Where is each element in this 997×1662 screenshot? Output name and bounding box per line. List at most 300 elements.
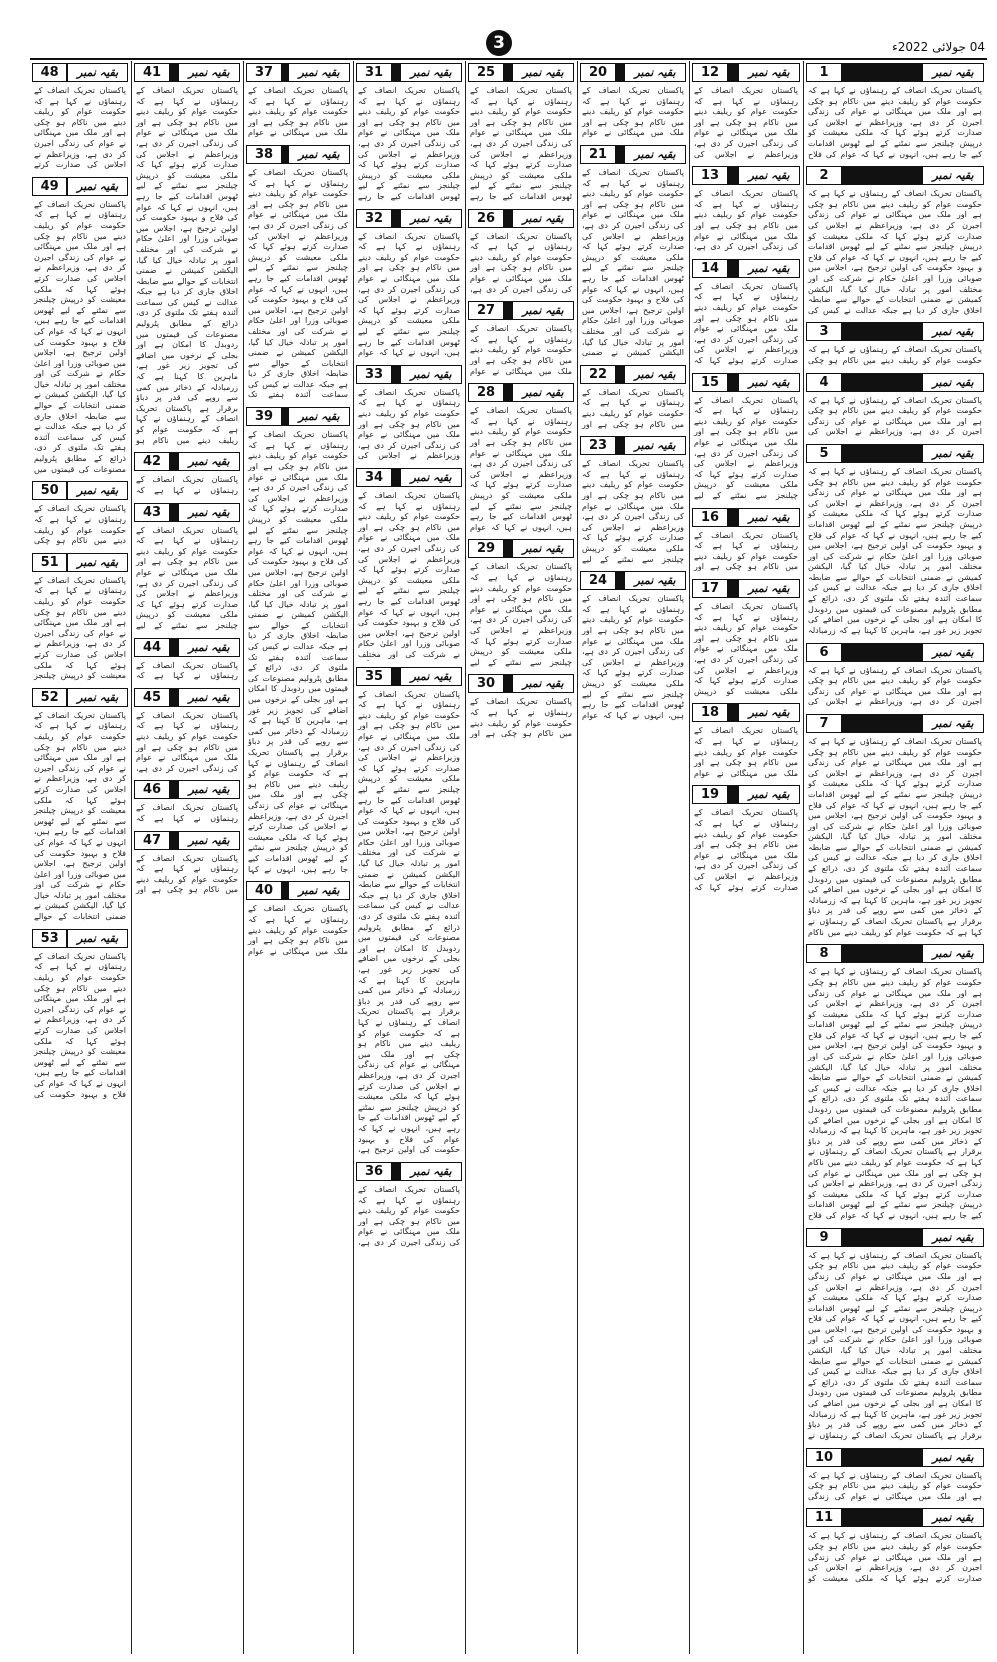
continuation-item: [690, 508, 802, 573]
continuation-item: [354, 209, 464, 359]
continuation-label: بقیہ نمبر: [400, 469, 461, 486]
header-black-bar: [728, 64, 738, 81]
continuation-text: پاکستان تحریک انصاف کے رہنماؤں نے کہا ہے کہ حکومت عوام کو ریلیف دینے میں ناکام ہو چکی ہے اور: [470, 697, 572, 739]
continuation-label: بقیہ نمبر: [738, 704, 799, 721]
continuation-number: 41: [135, 64, 170, 81]
continuation-number: 38: [247, 146, 282, 163]
header-black-bar: [504, 675, 512, 692]
continuation-header: [806, 1448, 984, 1467]
continuation-item: [30, 63, 130, 171]
continuation-label: بقیہ نمبر: [288, 882, 349, 899]
header-black-bar: [170, 832, 178, 849]
continuation-header: [580, 571, 686, 590]
continuation-label: بقیہ نمبر: [67, 482, 127, 499]
continuation-text: پاکستان تحریک انصاف کے رہنماؤں نے کہا ہے کہ حکومت عوام کو ریلیف دینے میں ناکام ہو چکی ہے اور ملک میں مہنگائی نے عوام کی زندگی اجیرن کر دی ہے، وزیراعظم نے اجلاس کی صدارت کرتے ہوئے کہا کہ ملکی معیشت کو درپیش چیلنجز سے نمٹنے کے لیے ٹھوس اقدامات کیے جا رہے ہیں، انہوں نے کہا کہ عوام کی فلاح و بہبود حکومت کی: [34, 951, 126, 1099]
continuation-item: [578, 145, 688, 359]
column-6: [244, 61, 352, 1654]
continuation-item: [354, 667, 464, 1156]
header-black-bar: [616, 146, 624, 163]
continuation-number: 2: [807, 167, 842, 184]
continuation-item: [804, 63, 986, 160]
continuation-number: 19: [693, 786, 728, 803]
continuation-item: [30, 688, 130, 923]
continuation-header: [32, 553, 128, 572]
continuation-text: پاکستان تحریک انصاف کے رہنماؤں نے کہا ہے کہ حکومت عوام کو ریلیف دینے میں ناکام ہو چکی ہے اور: [694, 530, 798, 572]
continuation-label: بقیہ نمبر: [178, 504, 239, 521]
continuation-item: [578, 571, 688, 721]
continuation-number: 51: [33, 554, 67, 571]
continuation-number: 13: [693, 167, 728, 184]
continuation-label: بقیہ نمبر: [178, 64, 239, 81]
continuation-item: [466, 539, 576, 668]
continuation-header: [806, 714, 984, 733]
continuation-text: پاکستان تحریک انصاف کے رہنماؤں نے کہا ہے کہ حکومت عوام کو ریلیف دینے میں ناکام ہو چکی ہے اور ملک میں مہنگائی نے عوام: [470, 324, 572, 376]
continuation-header: [806, 1228, 984, 1247]
continuation-header: [580, 365, 686, 384]
page-number: 3: [486, 30, 512, 56]
continuation-item: [30, 553, 130, 682]
continuation-number: 31: [357, 64, 392, 81]
header-black-bar: [504, 384, 512, 401]
continuation-item: [132, 638, 242, 682]
continuation-label: بقیہ نمبر: [922, 715, 983, 732]
continuation-label: بقیہ نمبر: [624, 64, 685, 81]
header-black-bar: [728, 374, 738, 391]
continuation-label: بقیہ نمبر: [178, 781, 239, 798]
continuation-label: بقیہ نمبر: [624, 437, 685, 454]
continuation-number: 25: [469, 64, 504, 81]
header-black-bar: [842, 167, 922, 184]
continuation-label: بقیہ نمبر: [67, 64, 127, 81]
header-black-bar: [504, 64, 512, 81]
continuation-text: پاکستان تحریک انصاف کے رہنماؤں نے کہا ہے کہ حکومت عوام کو ریلیف دینے میں ناکام ہو چکی ہے اور ملک میں مہنگائی نے عوام: [694, 726, 798, 778]
continuation-item: [244, 63, 352, 139]
header-black-bar: [728, 580, 738, 597]
continuation-header: [806, 322, 984, 341]
continuation-header: [356, 209, 462, 228]
continuation-label: بقیہ نمبر: [512, 384, 573, 401]
continuation-label: بقیہ نمبر: [512, 302, 573, 319]
continuation-label: بقیہ نمبر: [738, 64, 799, 81]
header-black-bar: [842, 64, 922, 81]
continuation-number: 45: [135, 689, 170, 706]
continuation-item: [804, 322, 986, 366]
continuation-label: بقیہ نمبر: [178, 832, 239, 849]
continuation-number: 7: [807, 715, 842, 732]
continuation-text: پاکستان تحریک انصاف کے رہنماؤں نے کہا ہے کہ حکومت عوام کو ریلیف دینے میں ناکام ہو چکی: [34, 504, 126, 546]
continuation-text: پاکستان تحریک انصاف کے رہنماؤں نے کہا ہے کہ حکومت عوام کو ریلیف دینے میں ناکام ہو چکی ہے اور ملک میں مہنگائی نے عوام کی زندگی اجیرن کر دی ہے، وزیراعظم نے اجلاس کی صدارت کرتے ہوئے کہا کہ ملکی معیشت کو درپیش چیلنجز سے نمٹنے کے لیے: [470, 562, 572, 667]
continuation-header: [134, 63, 240, 82]
continuation-number: 37: [247, 64, 282, 81]
continuation-label: بقیہ نمبر: [922, 167, 983, 184]
continuation-label: بقیہ نمبر: [624, 572, 685, 589]
header-black-bar: [170, 689, 178, 706]
continuation-number: 1: [807, 64, 842, 81]
continuation-header: [806, 1508, 984, 1527]
continuation-header: [468, 301, 574, 320]
header-black-bar: [842, 1509, 922, 1526]
continuation-item: [578, 436, 688, 565]
continuation-label: بقیہ نمبر: [400, 64, 461, 81]
continuation-number: 6: [807, 644, 842, 661]
continuation-label: بقیہ نمبر: [288, 64, 349, 81]
continuation-item: [354, 365, 464, 462]
continuation-text: پاکستان تحریک انصاف کے رہنماؤں نے کہا ہے کہ حکومت عوام کو ریلیف دینے میں ناکام ہو چکی ہے اور ملک میں مہنگائی نے عوام کی زندگی اجیرن کر دی ہے، وزیراعظم نے اجلاس کی صدارت کرتے ہوئے کہا کہ ملکی معیشت کو درپیش چیلنجز سے نمٹنے کے لیے ٹھوس اقدامات کیے جا رہے ہیں، انہوں نے کہا کہ عوام: [358, 231, 460, 358]
continuation-label: بقیہ نمبر: [922, 1229, 983, 1246]
continuation-label: بقیہ نمبر: [178, 689, 239, 706]
continuation-number: 33: [357, 366, 392, 383]
continuation-text: پاکستان تحریک انصاف کے رہنماؤں نے کہا ہے کہ حکومت عوام کو ریلیف دینے میں ناکام ہو چکی ہے اور ملک میں مہنگائی نے عوام: [582, 86, 684, 138]
continuation-item: [244, 881, 352, 957]
continuation-number: 47: [135, 832, 170, 849]
continuation-item: [132, 452, 242, 496]
continuation-header: [806, 643, 984, 662]
continuation-header: [356, 468, 462, 487]
continuation-number: 30: [469, 675, 504, 692]
header-black-bar: [392, 668, 400, 685]
continuation-text: پاکستان تحریک انصاف کے رہنماؤں نے کہا ہے کہ حکومت عوام کو ریلیف دینے میں ناکام ہو چکی ہے اور ملک میں مہنگائی نے عوام کی زندگی اجیرن کر دی ہے، وزیراعظم نے اجلاس کی صدارت کرتے ہوئے کہا کہ ملکی معیشت کو درپیش چیلنجز سے نمٹنے کے لیے ٹھوس اقدامات کیے جا رہے ہیں، انہوں نے کہا کہ عوام: [582, 594, 684, 720]
continuation-number: 3: [807, 323, 842, 340]
continuation-number: 26: [469, 210, 504, 227]
continuation-number: 24: [581, 572, 616, 589]
header-black-bar: [842, 323, 922, 340]
continuation-item: [466, 63, 576, 203]
continuation-number: 36: [357, 1163, 392, 1180]
header-black-bar: [392, 64, 400, 81]
header-black-bar: [170, 639, 178, 656]
continuation-header: [468, 674, 574, 693]
continuation-label: بقیہ نمبر: [178, 453, 239, 470]
continuation-header: [806, 166, 984, 185]
continuation-text: پاکستان تحریک انصاف کے رہنماؤں نے کہا ہے کہ حکومت عوام کو ریلیف دینے میں ناکام ہو چکی ہے اور ملک میں مہنگائی نے عوام کی زندگی اجیرن کر دی ہے، وزیراعظم نے اجلاس کی صدارت کرتے ہوئے کہا کہ ملکی معیشت کو درپیش چیلنجز سے نمٹنے کے لیے ٹھوس اقدامات کیے جا رہے ہیں، انہوں نے کہا کہ عوام کی فلاح و بہبود حکومت کی اولین ترجیح ہے، اجلاس میں صوبائی وزرا اور اعلیٰ حکام نے شرکت کی اور مختلف امور پر تبادلہ خیال کیا گیا، الیکشن کمیشن نے ضمنی انتخابات کے حوالے سے ضابطہ اخلاق جاری کر دیا ہے جبکہ عدالت نے کیس کی سماعت آئندہ ہفتے تک ملتوی کر دی، ذرائع کے مطابق پٹرولیم مصنوعات کی قیمتوں میں: [34, 199, 126, 474]
continuation-label: بقیہ نمبر: [67, 930, 127, 947]
continuation-header: [692, 259, 800, 278]
continuation-text: پاکستان تحریک انصاف کے رہنماؤں نے کہا ہے کہ حکومت عوام کو ریلیف دینے میں ناکام ہو چکی ہے اور ملک میں مہنگائی نے عوام کی زندگی اجیرن کر دی ہے، وزیراعظم نے اجلاس کی صدارت کرتے ہوئے کہا کہ ملکی معیشت کو درپیش چیلنجز سے نمٹنے کے لیے: [582, 459, 684, 564]
continuation-text: پاکستان تحریک انصاف کے رہنماؤں نے کہا ہے کہ حکومت عوام کو ریلیف دینے میں ناکام ہو چکی ہے اور ملک میں مہنگائی نے عوام کی زندگی اجیرن کر دی ہے،: [358, 1184, 460, 1247]
continuation-item: [804, 1448, 986, 1503]
continuation-number: 53: [33, 930, 67, 947]
continuation-text: پاکستان تحریک انصاف کے رہنماؤں نے کہا ہے کہ حکومت عوام کو ریلیف دینے میں ناکام ہو چکی ہے اور ملک میں مہنگائی نے عوام کی زندگی اجیرن کر دی ہے، وزیراعظم نے اجلاس کی صدارت کرتے ہوئے کہا کہ ملکی معیشت کو: [808, 1531, 982, 1583]
continuation-number: 17: [693, 580, 728, 597]
continuation-item: [804, 643, 986, 708]
continuation-header: [246, 63, 350, 82]
continuation-label: بقیہ نمبر: [178, 639, 239, 656]
header-black-bar: [728, 786, 738, 803]
continuation-label: بقیہ نمبر: [512, 675, 573, 692]
continuation-text: پاکستان تحریک انصاف کے رہنماؤں نے کہا ہے کہ حکومت عوام کو ریلیف دینے میں ناکام ہو چکی ہے اور ملک میں مہنگائی نے عوام کی زندگی: [808, 1470, 982, 1501]
continuation-item: [690, 785, 802, 893]
continuation-label: بقیہ نمبر: [624, 146, 685, 163]
header-black-bar: [504, 540, 512, 557]
continuation-text: پاکستان تحریک انصاف کے رہنماؤں نے کہا ہے کہ حکومت عوام کو ریلیف دینے میں ناکام ہو چکی ہے اور: [582, 387, 684, 429]
continuation-text: پاکستان تحریک انصاف کے رہنماؤں نے کہا ہے کہ حکومت عوام کو ریلیف دینے میں ناکام ہو چکی ہے اور ملک میں مہنگائی نے عوام کی زندگی اجیرن کر دی ہے، وزیراعظم نے اجلاس کی صدارت کرتے ہوئے کہا کہ ملکی معیشت کو درپیش چیلنجز سے نمٹنے کے لیے ٹھوس اقدامات کیے جا رہے ہیں، انہوں نے کہا کہ عوام کی فلاح و بہبود حکومت کی اولین ترجیح ہے، اجلاس میں صوبائی وزرا اور اعلیٰ حکام نے شرکت کی اور مختلف امور پر تبادلہ خیال کیا گیا، الیکشن کمیشن نے ضمنی انتخابات کے حوالے سے ضابطہ اخلاق جاری کر دیا ہے جبکہ عدالت نے کیس کی سماعت آئندہ ہفتے تک ملتوی کر دی، ذرائع کے مطابق پٹرولیم مصنوعات کی قیمتوں میں ردوبدل کا امکان ہے اور بجلی کے نرخوں میں اضافے کی تجویز زیر غور ہے، ماہرین کا کہنا ہے کہ زرمبادلہ کے ذخائر میں کمی سے روپے کی قدر پر دباؤ برقرار ہے پاکستان تحریک انصاف کے رہنماؤں نے کہا ہے کہ حکومت عوام کو ریلیف دینے میں ناکام: [808, 736, 982, 937]
continuation-item: [804, 166, 986, 316]
continuation-header: [692, 703, 800, 722]
continuation-label: بقیہ نمبر: [624, 366, 685, 383]
header-black-bar: [728, 704, 738, 721]
continuation-text: پاکستان تحریک انصاف کے رہنماؤں نے کہا ہے کہ حکومت عوام کو ریلیف دینے میں ناکام ہو چکی ہے اور ملک میں مہنگائی نے عوام کی زندگی اجیرن کر دی ہے، وزیراعظم نے اجلاس کی صدارت کرتے ہوئے کہا کہ: [694, 281, 798, 365]
continuation-item: [690, 259, 802, 367]
continuation-text: پاکستان تحریک انصاف کے رہنماؤں نے کہا ہے کہ حکومت عوام کو ریلیف دینے میں ناکام ہو چکی ہے اور ملک میں مہنگائی نے عوام کی زندگی اجیرن کر دی ہے، وزیراعظم نے اجلاس کی صدارت کرتے ہوئے کہا کہ ملکی معیشت کو درپیش چیلنجز سے نمٹنے کے لیے: [136, 525, 238, 630]
continuation-item: [132, 688, 242, 775]
continuation-header: [134, 503, 240, 522]
continuation-item: [466, 674, 576, 739]
continuation-number: 35: [357, 668, 392, 685]
continuation-number: 27: [469, 302, 504, 319]
continuation-header: [468, 63, 574, 82]
continuation-text: پاکستان تحریک انصاف کے رہنماؤں نے کہا ہے کہ حکومت عوام کو ریلیف دینے میں ناکام ہو چکی ہے اور ملک میں مہنگائی نے عوام کی زندگی اجیرن کر دی ہے، وزیراعظم نے اجلاس کی صدارت کرتے ہوئے کہا کہ ملکی معیشت کو درپیش: [694, 601, 798, 696]
continuation-text: پاکستان تحریک انصاف کے رہنماؤں نے کہا ہے کہ حکومت عوام کو ریلیف دینے میں ناکام ہو چکی ہے اور ملک میں مہنگائی نے عوام کی زندگی اجیرن کر دی ہے، وزیراعظم نے اجلاس کی: [808, 395, 982, 437]
continuation-text: پاکستان تحریک انصاف کے رہنماؤں نے کہا ہے کہ حکومت عوام کو ریلیف دینے میں ناکام ہو چکی ہے اور ملک میں مہنگائی نے عوام کی زندگی اجیرن کر دی ہے،: [694, 189, 798, 252]
continuation-header: [692, 579, 800, 598]
continuation-number: 11: [807, 1509, 842, 1526]
continuation-header: [246, 407, 350, 426]
continuation-text: پاکستان تحریک انصاف کے رہنماؤں نے کہا ہے کہ حکومت عوام کو ریلیف دینے میں ناکام ہو چکی ہے اور ملک میں مہنگائی نے عوام کی زندگی اجیرن کر دی ہے،: [470, 231, 572, 294]
continuation-text: پاکستان تحریک انصاف کے رہنماؤں نے کہا ہے کہ حکومت عوام کو ریلیف دینے میں ناکام ہو چکی ہے اور ملک میں مہنگائی نے عوام کی زندگی اجیرن کر دی ہے، وزیراعظم نے اجلاس کی صدارت کرتے ہوئے کہا کہ ملکی معیشت کو درپیش چیلنجز سے نمٹنے کے لیے ٹھوس اقدامات کیے جا رہے ہیں، انہوں نے کہا کہ عوام: [470, 406, 572, 532]
continuation-number: 46: [135, 781, 170, 798]
continuation-text: پاکستان تحریک انصاف کے رہنماؤں نے کہا ہے کہ حکومت عوام کو ریلیف دینے میں ناکام ہو چکی ہے اور ملک میں مہنگائی نے عوام کی زندگی اجیرن کر دی ہے، وزیراعظم نے اجلاس کی صدارت کرتے ہوئے کہا کہ ملکی معیشت کو درپیش چیلنجز سے نمٹنے کے لیے ٹھوس اقدامات کیے جا رہے ہیں، انہوں نے کہا کہ عوام کی فلاح و بہبود حکومت کی اولین ترجیح ہے، اجلاس میں صوبائی وزرا اور اعلیٰ حکام نے شرکت کی اور مختلف امور پر تبادلہ خیال کیا گیا، الیکشن کمیشن نے ضمنی انتخابات کے حوالے: [34, 710, 126, 922]
continuation-label: بقیہ نمبر: [738, 509, 799, 526]
continuation-label: بقیہ نمبر: [67, 689, 127, 706]
continuation-header: [134, 780, 240, 799]
continuation-item: [690, 579, 802, 697]
continuation-number: 16: [693, 509, 728, 526]
continuation-item: [690, 63, 802, 160]
header-black-bar: [842, 1449, 922, 1466]
continuation-header: [134, 831, 240, 850]
continuation-item: [690, 703, 802, 779]
continuation-item: [354, 468, 464, 661]
continuation-label: بقیہ نمبر: [512, 210, 573, 227]
column-8: [30, 61, 130, 1654]
continuation-text: پاکستان تحریک انصاف کے رہنماؤں نے کہا ہے کہ حکومت عوام کو ریلیف دینے میں ناکام ہو چکی ہے اور ملک میں مہنگائی نے عوام کی زندگی اجیرن کر دی ہے، وزیراعظم نے اجلاس کی: [694, 86, 798, 159]
header-rule: [30, 58, 987, 60]
continuation-number: 10: [807, 1449, 842, 1466]
header-black-bar: [170, 504, 178, 521]
continuation-text: پاکستان تحریک انصاف کے رہنماؤں نے کہا ہے کہ حکومت عوام کو ریلیف دینے میں ناکام ہو چکی ہے اور ملک میں مہنگائی نے عوام کی زندگی اجیرن کر دی ہے، وزیراعظم نے اجلاس کی صدارت کرتے ہوئے کہا کہ ملکی معیشت کو درپیش چیلنجز سے نمٹنے کے لیے ٹھوس اقدامات کیے جا رہے ہیں، انہوں نے کہا کہ عوام کی فلاح و بہبود حکومت کی اولین ترجیح ہے، اجلاس میں صوبائی وزرا اور اعلیٰ حکام نے شرکت کی اور مختلف امور پر تبادلہ خیال کیا گیا، الیکشن کمیشن نے ضمنی انتخابات کے حوالے سے ضابطہ اخلاق جاری کر دیا ہے جبکہ عدالت نے کیس کی سماعت آئندہ ہفتے تک ملتوی کر دی، ذرائع کے مطابق پٹرولیم مصنوعات کی قیمتوں میں ردوبدل کا امکان ہے اور بجلی کے نرخوں میں اضافے کی تجویز زیر غور ہے، ماہرین کا کہنا ہے کہ زرمبادلہ کے ذخائر میں کمی سے روپے کی قدر پر دباؤ برقرار ہے پاکستان تحریک انصاف کے رہنماؤں نے کہا ہے کہ حکومت عوام کو ریلیف دینے میں ناکام ہو چکی ہے اور ملک میں مہنگائی نے عوام کی زندگی اجیرن کر دی ہے، وزیراعظم نے اجلاس کی صدارت کرتے ہوئے کہا کہ ملکی معیشت کو درپیش چیلنجز سے نمٹنے کے لیے ٹھوس اقدامات کیے جا رہے ہیں، انہوں نے کہا کہ عوام کی فلاح: [808, 967, 982, 1220]
continuation-label: بقیہ نمبر: [400, 1163, 461, 1180]
continuation-item: [466, 209, 576, 296]
continuation-text: پاکستان تحریک انصاف کے رہنماؤں نے کہا ہے کہ حکومت عوام کو ریلیف دینے میں ناکام ہو چکی ہے اور ملک میں مہنگائی نے عوام کی زندگی اجیرن کر دی ہے،: [136, 710, 238, 773]
header-black-bar: [392, 366, 400, 383]
header-black-bar: [392, 210, 400, 227]
continuation-item: [354, 63, 464, 203]
continuation-text: پاکستان تحریک انصاف کے رہنماؤں نے کہا ہے کہ حکومت عوام کو ریلیف دینے میں ناکام ہو چکی ہے اور ملک میں مہنگائی نے عوام کی زندگی اجیرن کر دی ہے، وزیراعظم نے اجلاس کی صدارت کرتے ہوئے کہا کہ ملکی معیشت کو درپیش چیلنجز سے نمٹنے کے لیے ٹھوس اقدامات کیے جا رہے ہیں، انہوں نے کہا کہ عوام کی فلاح و بہبود حکومت کی اولین ترجیح ہے، اجلاس میں صوبائی وزرا اور اعلیٰ حکام نے شرکت کی اور مختلف امور پر تبادلہ خیال کیا گیا، الیکشن کمیشن نے ضمنی انتخابات کے حوالے سے ضابطہ اخلاق جاری کر دیا ہے جبکہ عدالت نے کیس کی سماعت آئندہ ہفتے تک ملتوی کر دی، ذرائع کے مطابق پٹرولیم مصنوعات کی قیمتوں میں ردوبدل کا امکان ہے اور بجلی کے نرخوں میں اضافے کی تجویز زیر غور ہے، ماہرین کا کہنا ہے کہ زرمبادلہ: [808, 466, 982, 635]
continuation-header: [32, 481, 128, 500]
continuation-label: بقیہ نمبر: [400, 668, 461, 685]
continuation-item: [804, 373, 986, 438]
continuation-text: پاکستان تحریک انصاف کے رہنماؤں نے کہا ہے کہ حکومت عوام کو ریلیف دینے میں ناکام ہو چکی ہے اور ملک میں مہنگائی نے عوام کی زندگی اجیرن کر دی ہے، وزیراعظم نے اجلاس کی صدارت کرتے ہوئے کہا کہ ملکی معیشت کو درپیش چیلنجز سے نمٹنے کے لیے ٹھوس اقدامات کیے جا رہے ہیں، انہوں نے کہا کہ عوام کی فلاح: [808, 86, 982, 159]
continuation-label: بقیہ نمبر: [922, 323, 983, 340]
continuation-number: 21: [581, 146, 616, 163]
continuation-item: [690, 373, 802, 502]
continuation-header: [32, 177, 128, 196]
continuation-header: [32, 688, 128, 707]
continuation-header: [32, 63, 128, 82]
continuation-number: 43: [135, 504, 170, 521]
continuation-number: 14: [693, 260, 728, 277]
continuation-number: 9: [807, 1229, 842, 1246]
continuation-header: [806, 373, 984, 392]
continuation-item: [466, 301, 576, 377]
continuation-item: [244, 407, 352, 875]
continuation-label: بقیہ نمبر: [738, 786, 799, 803]
header-black-bar: [842, 644, 922, 661]
continuation-header: [692, 63, 800, 82]
continuation-text: پاکستان تحریک انصاف کے رہنماؤں نے کہا ہے کہ حکومت عوام کو ریلیف دینے میں ناکام ہو چکی ہے اور ملک میں مہنگائی نے عوام کی زندگی اجیرن کر دی ہے، وزیراعظم نے اجلاس کی صدارت کرتے ہوئے کہا کہ ملکی معیشت کو درپیش چیلنجز سے نمٹنے کے لیے ٹھوس اقدامات کیے جا رہے ہیں، انہوں نے کہا کہ عوام کی فلاح و بہبود حکومت کی اولین ترجیح ہے، اجلاس میں صوبائی وزرا اور اعلیٰ حکام نے شرکت کی اور مختلف امور پر تبادلہ خیال کیا گیا، الیکشن کمیشن نے ضمنی انتخابات کے حوالے سے ضابطہ اخلاق جاری کر دیا ہے جبکہ عدالت نے کیس کی سماعت آئندہ ہفتے تک ملتوی کر دی، ذرائع کے مطابق پٹرولیم مصنوعات کی قیمتوں میں ردوبدل کا امکان ہے اور بجلی کے نرخوں میں اضافے کی تجویز زیر غور ہے، ماہرین کا کہنا ہے کہ زرمبادلہ کے ذخائر میں کمی سے روپے کی قدر پر دباؤ برقرار ہے پاکستان تحریک انصاف کے رہنماؤں نے کہا ہے کہ حکومت عوام کو ریلیف دینے میں ناکام ہو چکی ہے اور ملک میں مہنگائی نے عوام کی زندگی اجیرن کر دی ہے، وزیراعظم نے اجلاس کی صدارت کرتے ہوئے کہا کہ ملکی معیشت کو درپیش چیلنجز سے نمٹنے کے لیے ٹھوس اقدامات کیے جا رہے ہیں، انہوں نے کہا: [248, 430, 348, 874]
continuation-header: [806, 63, 984, 82]
continuation-item: [578, 63, 688, 139]
header-black-bar: [392, 469, 400, 486]
continuation-label: بقیہ نمبر: [400, 366, 461, 383]
continuation-number: 32: [357, 210, 392, 227]
continuation-header: [692, 373, 800, 392]
continuation-text: پاکستان تحریک انصاف کے رہنماؤں نے کہا ہے کہ حکومت عوام کو ریلیف دینے میں ناکام ہو چکی ہے اور ملک میں مہنگائی نے عوام کی زندگی اجیرن کر دی ہے، وزیراعظم نے اجلاس کی صدارت کرتے: [34, 86, 126, 170]
column-divider: [243, 61, 244, 1654]
continuation-number: 22: [581, 366, 616, 383]
continuation-text: پاکستان تحریک انصاف کے رہنماؤں نے کہا ہے کہ حکومت عوام کو ریلیف دینے میں ناکام ہو چکی ہے اور ملک میں مہنگائی نے عوام کی زندگی اجیرن کر دی ہے، وزیراعظم نے اجلاس کی صدارت کرتے ہوئے کہا کہ ملکی معیشت کو درپیش چیلنجز سے نمٹنے کے لیے ٹھوس اقدامات کیے جا رہے ہیں، انہوں نے کہا کہ عوام کی فلاح و بہبود حکومت کی اولین ترجیح ہے، اجلاس میں صوبائی وزرا اور اعلیٰ حکام نے شرکت کی اور مختلف امور پر تبادلہ خیال کیا گیا، الیکشن کمیشن نے ضمنی انتخابات کے حوالے سے ضابطہ اخلاق جاری کر دیا ہے جبکہ عدالت نے کیس کی: [808, 189, 982, 315]
continuation-header: [692, 785, 800, 804]
continuation-text: پاکستان تحریک انصاف کے رہنماؤں نے کہا ہے کہ حکومت عوام کو ریلیف دینے میں ناکام ہو چکی ہے اور ملک میں مہنگائی نے عوام کی زندگی اجیرن کر دی ہے، وزیراعظم نے اجلاس کی صدارت کرتے ہوئے کہا کہ ملکی معیشت کو درپیش چیلنجز سے نمٹنے کے لیے ٹھوس اقدامات کیے جا رہے ہیں، انہوں نے کہا کہ عوام کی فلاح و بہبود حکومت کی اولین ترجیح ہے، اجلاس میں صوبائی وزرا اور اعلیٰ حکام نے شرکت کی اور مختلف امور پر تبادلہ خیال کیا گیا، الیکشن کمیشن نے ضمنی انتخابات کے حوالے سے ضابطہ اخلاق جاری کر دیا ہے جبکہ عدالت نے کیس کی سماعت آئندہ ہفتے تک: [248, 168, 348, 400]
header-black-bar: [170, 453, 178, 470]
continuation-label: بقیہ نمبر: [512, 540, 573, 557]
column-2: [690, 61, 802, 1654]
continuation-header: [468, 539, 574, 558]
continuation-number: 15: [693, 374, 728, 391]
header-black-bar: [728, 260, 738, 277]
continuation-label: بقیہ نمبر: [922, 374, 983, 391]
header-black-bar: [842, 445, 922, 462]
continuation-header: [468, 209, 574, 228]
column-divider: [131, 61, 132, 1654]
header-black-bar: [842, 1229, 922, 1246]
continuation-item: [804, 714, 986, 938]
continuation-header: [246, 881, 350, 900]
continuation-item: [30, 929, 130, 1100]
continuation-item: [804, 1228, 986, 1442]
header-black-bar: [616, 64, 624, 81]
continuation-header: [806, 444, 984, 463]
continuation-label: بقیہ نمبر: [922, 1509, 983, 1526]
column-divider: [353, 61, 354, 1654]
header-black-bar: [616, 572, 624, 589]
continuation-text: پاکستان تحریک انصاف کے رہنماؤں نے کہا ہے کہ حکومت عوام کو ریلیف دینے میں ناکام ہو چکی ہے اور ملک میں مہنگائی نے عوام کی زندگی اجیرن کر دی ہے، وزیراعظم نے اجلاس کی صدارت کرتے ہوئے کہا کہ ملکی معیشت کو درپیش چیلنجز سے نمٹنے کے لیے ٹھوس اقدامات کیے جا رہے ہیں، انہوں نے کہا کہ عوام کی فلاح و بہبود حکومت کی اولین ترجیح ہے، اجلاس میں صوبائی وزرا اور اعلیٰ حکام نے شرکت کی اور مختلف امور پر تبادلہ خیال کیا گیا، الیکشن کمیشن نے ضمنی انتخابات کے حوالے سے ضابطہ اخلاق جاری کر دیا ہے جبکہ عدالت نے کیس کی سماعت آئندہ ہفتے تک ملتوی کر دی، ذرائع کے مطابق پٹرولیم مصنوعات کی قیمتوں میں ردوبدل کا امکان ہے اور بجلی کے نرخوں میں اضافے کی تجویز زیر غور ہے، ماہرین کا کہنا ہے کہ زرمبادلہ کے ذخائر میں کمی سے روپے کی قدر پر دباؤ برقرار ہے پاکستان تحریک انصاف کے رہنماؤں نے کہا ہے کہ حکومت عوام کو ریلیف دینے میں ناکام ہو: [136, 86, 238, 445]
continuation-text: پاکستان تحریک انصاف کے رہنماؤں نے کہا ہے کہ حکومت عوام کو ریلیف دینے میں ناکام ہو چکی ہے اور ملک میں مہنگائی نے عوام کی زندگی اجیرن کر دی ہے، وزیراعظم نے اجلاس کی صدارت کرتے ہوئے کہا کہ ملکی معیشت کو درپیش چیلنجز سے نمٹنے کے لیے ٹھوس اقدامات کیے جا رہے ہیں، انہوں نے کہا کہ عوام کی فلاح و بہبود حکومت کی اولین ترجیح ہے، اجلاس میں صوبائی وزرا اور اعلیٰ حکام نے شرکت کی اور مختلف امور پر تبادلہ خیال کیا گیا، الیکشن کمیشن نے ضمنی انتخابات کے حوالے سے ضابطہ اخلاق جاری کر دیا ہے جبکہ عدالت نے کیس کی سماعت آئندہ ہفتے تک ملتوی کر دی، ذرائع کے مطابق پٹرولیم مصنوعات کی قیمتوں میں ردوبدل کا امکان ہے اور بجلی کے نرخوں میں اضافے کی تجویز زیر غور ہے، ماہرین کا کہنا ہے کہ زرمبادلہ کے ذخائر میں کمی سے روپے کی قدر پر دباؤ برقرار ہے پاکستان تحریک انصاف کے رہنماؤں نے کہا ہے کہ حکومت عوام کو ریلیف دینے میں ناکام ہو چکی ہے اور ملک میں مہنگائی نے عوام کی زندگی اجیرن کر دی ہے، وزیراعظم نے اجلاس کی صدارت کرتے ہوئے کہا کہ ملکی معیشت کو درپیش چیلنجز سے نمٹنے کے لیے ٹھوس اقدامات کیے جا رہے ہیں، انہوں نے کہا کہ عوام کی فلاح و بہبود حکومت کی اولین ترجیح ہے،: [358, 689, 460, 1155]
continuation-header: [356, 1162, 462, 1181]
continuation-label: بقیہ نمبر: [738, 374, 799, 391]
continuation-text: پاکستان تحریک انصاف کے رہنماؤں نے کہا ہے کہ حکومت عوام کو ریلیف دینے میں ناکام ہو چکی ہے اور ملک میں مہنگائی نے عوام کی زندگی اجیرن کر دی ہے، وزیراعظم نے اجلاس کی: [808, 665, 982, 707]
continuation-text: پاکستان تحریک انصاف کے رہنماؤں نے کہا ہے کہ حکومت عوام کو ریلیف دینے میں ناکام ہو چکی ہے اور ملک میں مہنگائی نے عوام کی زندگی اجیرن کر دی ہے، وزیراعظم نے اجلاس کی صدارت کرتے ہوئے کہا کہ ملکی معیشت کو درپیش چیلنجز: [34, 575, 126, 681]
header-black-bar: [842, 374, 922, 391]
header-black-bar: [504, 210, 512, 227]
continuation-text: پاکستان تحریک انصاف کے رہنماؤں نے کہا ہے کہ حکومت عوام کو ریلیف دینے میں ناکام ہو چکی ہے اور ملک میں مہنگائی نے عوام کی زندگی اجیرن کر دی ہے، وزیراعظم نے اجلاس کی صدارت کرتے ہوئے کہا کہ ملکی معیشت کو درپیش چیلنجز سے نمٹنے کے لیے ٹھوس اقدامات کیے جا رہے: [358, 86, 460, 201]
continuation-text: پاکستان تحریک انصاف کے رہنماؤں نے کہا ہے کہ: [136, 803, 238, 823]
column-7: [132, 61, 242, 1654]
continuation-header: [134, 688, 240, 707]
column-1: [804, 61, 986, 1654]
continuation-label: بقیہ نمبر: [738, 167, 799, 184]
continuation-number: 29: [469, 540, 504, 557]
continuation-item: [244, 145, 352, 401]
continuation-label: بقیہ نمبر: [922, 445, 983, 462]
column-4: [466, 61, 576, 1654]
header-black-bar: [842, 715, 922, 732]
continuation-label: بقیہ نمبر: [288, 146, 349, 163]
continuation-text: پاکستان تحریک انصاف کے رہنماؤں نے کہا ہے کہ حکومت عوام کو ریلیف دینے میں ناکام ہو چکی ہے اور ملک میں مہنگائی نے عوام کی زندگی اجیرن کر دی ہے، وزیراعظم نے اجلاس کی صدارت کرتے ہوئے کہا کہ ملکی معیشت کو درپیش چیلنجز سے نمٹنے کے لیے ٹھوس اقدامات کیے جا رہے ہیں، انہوں نے کہا کہ عوام کی فلاح و بہبود حکومت کی اولین ترجیح ہے، اجلاس میں صوبائی وزرا اور اعلیٰ حکام نے شرکت کی اور مختلف امور پر تبادلہ خیال کیا گیا، الیکشن کمیشن نے ضمنی: [582, 168, 684, 358]
continuation-header: [246, 145, 350, 164]
continuation-number: 40: [247, 882, 282, 899]
continuation-header: [580, 436, 686, 455]
continuation-text: پاکستان تحریک انصاف کے رہنماؤں نے کہا ہے کہ حکومت عوام کو ریلیف دینے میں ناکام ہو چکی ہے اور ملک میں مہنگائی نے عوام کی زندگی اجیرن کر دی ہے، وزیراعظم نے اجلاس کی صدارت کرتے ہوئے کہا کہ ملکی معیشت کو درپیش چیلنجز سے نمٹنے کے لیے ٹھوس اقدامات کیے جا رہے ہیں، انہوں نے کہا کہ عوام کی فلاح و بہبود حکومت کی اولین ترجیح ہے، اجلاس میں صوبائی وزرا اور اعلیٰ حکام نے شرکت کی اور مختلف امور پر تبادلہ خیال کیا گیا، الیکشن کمیشن نے ضمنی انتخابات کے حوالے سے ضابطہ اخلاق جاری کر دیا ہے جبکہ عدالت نے کیس کی سماعت آئندہ ہفتے تک ملتوی کر دی، ذرائع کے مطابق پٹرولیم مصنوعات کی قیمتوں میں ردوبدل کا امکان ہے اور بجلی کے نرخوں میں اضافے کی تجویز زیر غور ہے، ماہرین کا کہنا ہے کہ زرمبادلہ کے ذخائر میں کمی سے روپے کی قدر پر دباؤ برقرار ہے پاکستان تحریک انصاف کے رہنماؤں نے: [808, 1250, 982, 1440]
continuation-item: [354, 1162, 464, 1249]
continuation-number: 28: [469, 384, 504, 401]
continuation-item: [804, 944, 986, 1221]
continuation-number: 52: [33, 689, 67, 706]
continuation-item: [132, 63, 242, 446]
continuation-item: [578, 365, 688, 430]
continuation-header: [356, 667, 462, 686]
continuation-label: بقیہ نمبر: [67, 178, 127, 195]
continuation-item: [30, 177, 130, 476]
column-divider: [689, 61, 690, 1654]
continuation-label: بقیہ نمبر: [67, 554, 127, 571]
header-black-bar: [616, 366, 624, 383]
header-black-bar: [504, 302, 512, 319]
continuation-item: [132, 780, 242, 824]
header-black-bar: [842, 945, 922, 962]
continuation-number: 49: [33, 178, 67, 195]
continuation-item: [132, 831, 242, 896]
continuation-number: 48: [33, 64, 67, 81]
continuation-label: بقیہ نمبر: [922, 644, 983, 661]
column-5: [354, 61, 464, 1654]
continuation-number: 4: [807, 374, 842, 391]
continuation-text: پاکستان تحریک انصاف کے رہنماؤں نے کہا ہے کہ: [136, 660, 238, 681]
continuation-number: 23: [581, 437, 616, 454]
continuation-number: 39: [247, 408, 282, 425]
continuation-header: [806, 944, 984, 963]
page-date: 04 جولائی 2022ء: [892, 40, 985, 54]
continuation-text: پاکستان تحریک انصاف کے رہنماؤں نے کہا ہے کہ حکومت عوام کو ریلیف دینے میں ناکام ہو چکی ہے اور ملک میں مہنگائی نے عوام کی زندگی اجیرن کر دی ہے، وزیراعظم نے اجلاس کی صدارت کرتے ہوئے کہا کہ ملکی معیشت کو درپیش چیلنجز سے نمٹنے کے لیے ٹھوس اقدامات کیے جا رہے: [470, 86, 572, 201]
continuation-text: پاکستان تحریک انصاف کے رہنماؤں نے کہا ہے کہ حکومت عوام کو ریلیف دینے میں ناکام ہو چکی ہے اور ملک میں مہنگائی نے عوام کی زندگی اجیرن کر دی ہے، وزیراعظم نے اجلاس کی: [358, 387, 460, 461]
continuation-item: [804, 1508, 986, 1584]
continuation-header: [32, 929, 128, 948]
continuation-label: بقیہ نمبر: [288, 408, 349, 425]
continuation-header: [692, 166, 800, 185]
continuation-text: پاکستان تحریک انصاف کے رہنماؤں نے کہا ہے کہ حکومت عوام کو ریلیف دینے میں ناکام ہو چکی ہے اور ملک میں مہنگائی نے عوام: [248, 86, 348, 138]
continuation-item: [30, 481, 130, 546]
continuation-number: 34: [357, 469, 392, 486]
continuation-header: [134, 452, 240, 471]
continuation-text: پاکستان تحریک انصاف کے رہنماؤں نے کہا ہے کہ حکومت عوام کو ریلیف دینے میں ناکام ہو چکی: [808, 345, 982, 365]
header-black-bar: [392, 1163, 400, 1180]
continuation-label: بقیہ نمبر: [922, 1449, 983, 1466]
continuation-text: پاکستان تحریک انصاف کے رہنماؤں نے کہا ہے کہ حکومت عوام کو ریلیف دینے میں ناکام ہو چکی ہے اور ملک میں مہنگائی نے عوام کی زندگی اجیرن کر دی ہے، وزیراعظم نے اجلاس کی صدارت کرتے ہوئے کہا کہ ملکی معیشت کو درپیش چیلنجز سے نمٹنے کے لیے ٹھوس اقدامات کیے جا رہے ہیں، انہوں نے کہا کہ عوام کی فلاح و بہبود حکومت کی اولین ترجیح ہے، اجلاس میں صوبائی وزرا اور اعلیٰ حکام نے شرکت کی اور مختلف: [358, 490, 460, 659]
continuation-text: پاکستان تحریک انصاف کے رہنماؤں نے کہا ہے کہ حکومت عوام کو ریلیف دینے میں ناکام ہو چکی ہے اور ملک میں مہنگائی نے عوام کی زندگی اجیرن کر دی ہے، وزیراعظم نے اجلاس کی صدارت کرتے ہوئے کہا کہ ملکی معیشت کو درپیش چیلنجز سے نمٹنے کے لیے: [694, 395, 798, 500]
header-black-bar: [728, 167, 738, 184]
continuation-label: بقیہ نمبر: [400, 210, 461, 227]
continuation-number: 42: [135, 453, 170, 470]
continuation-number: 44: [135, 639, 170, 656]
continuation-header: [356, 63, 462, 82]
continuation-number: 8: [807, 945, 842, 962]
continuation-number: 20: [581, 64, 616, 81]
continuation-number: 5: [807, 445, 842, 462]
continuation-number: 50: [33, 482, 67, 499]
continuation-header: [356, 365, 462, 384]
continuation-text: پاکستان تحریک انصاف کے رہنماؤں نے کہا ہے کہ: [136, 475, 238, 495]
continuation-number: 12: [693, 64, 728, 81]
